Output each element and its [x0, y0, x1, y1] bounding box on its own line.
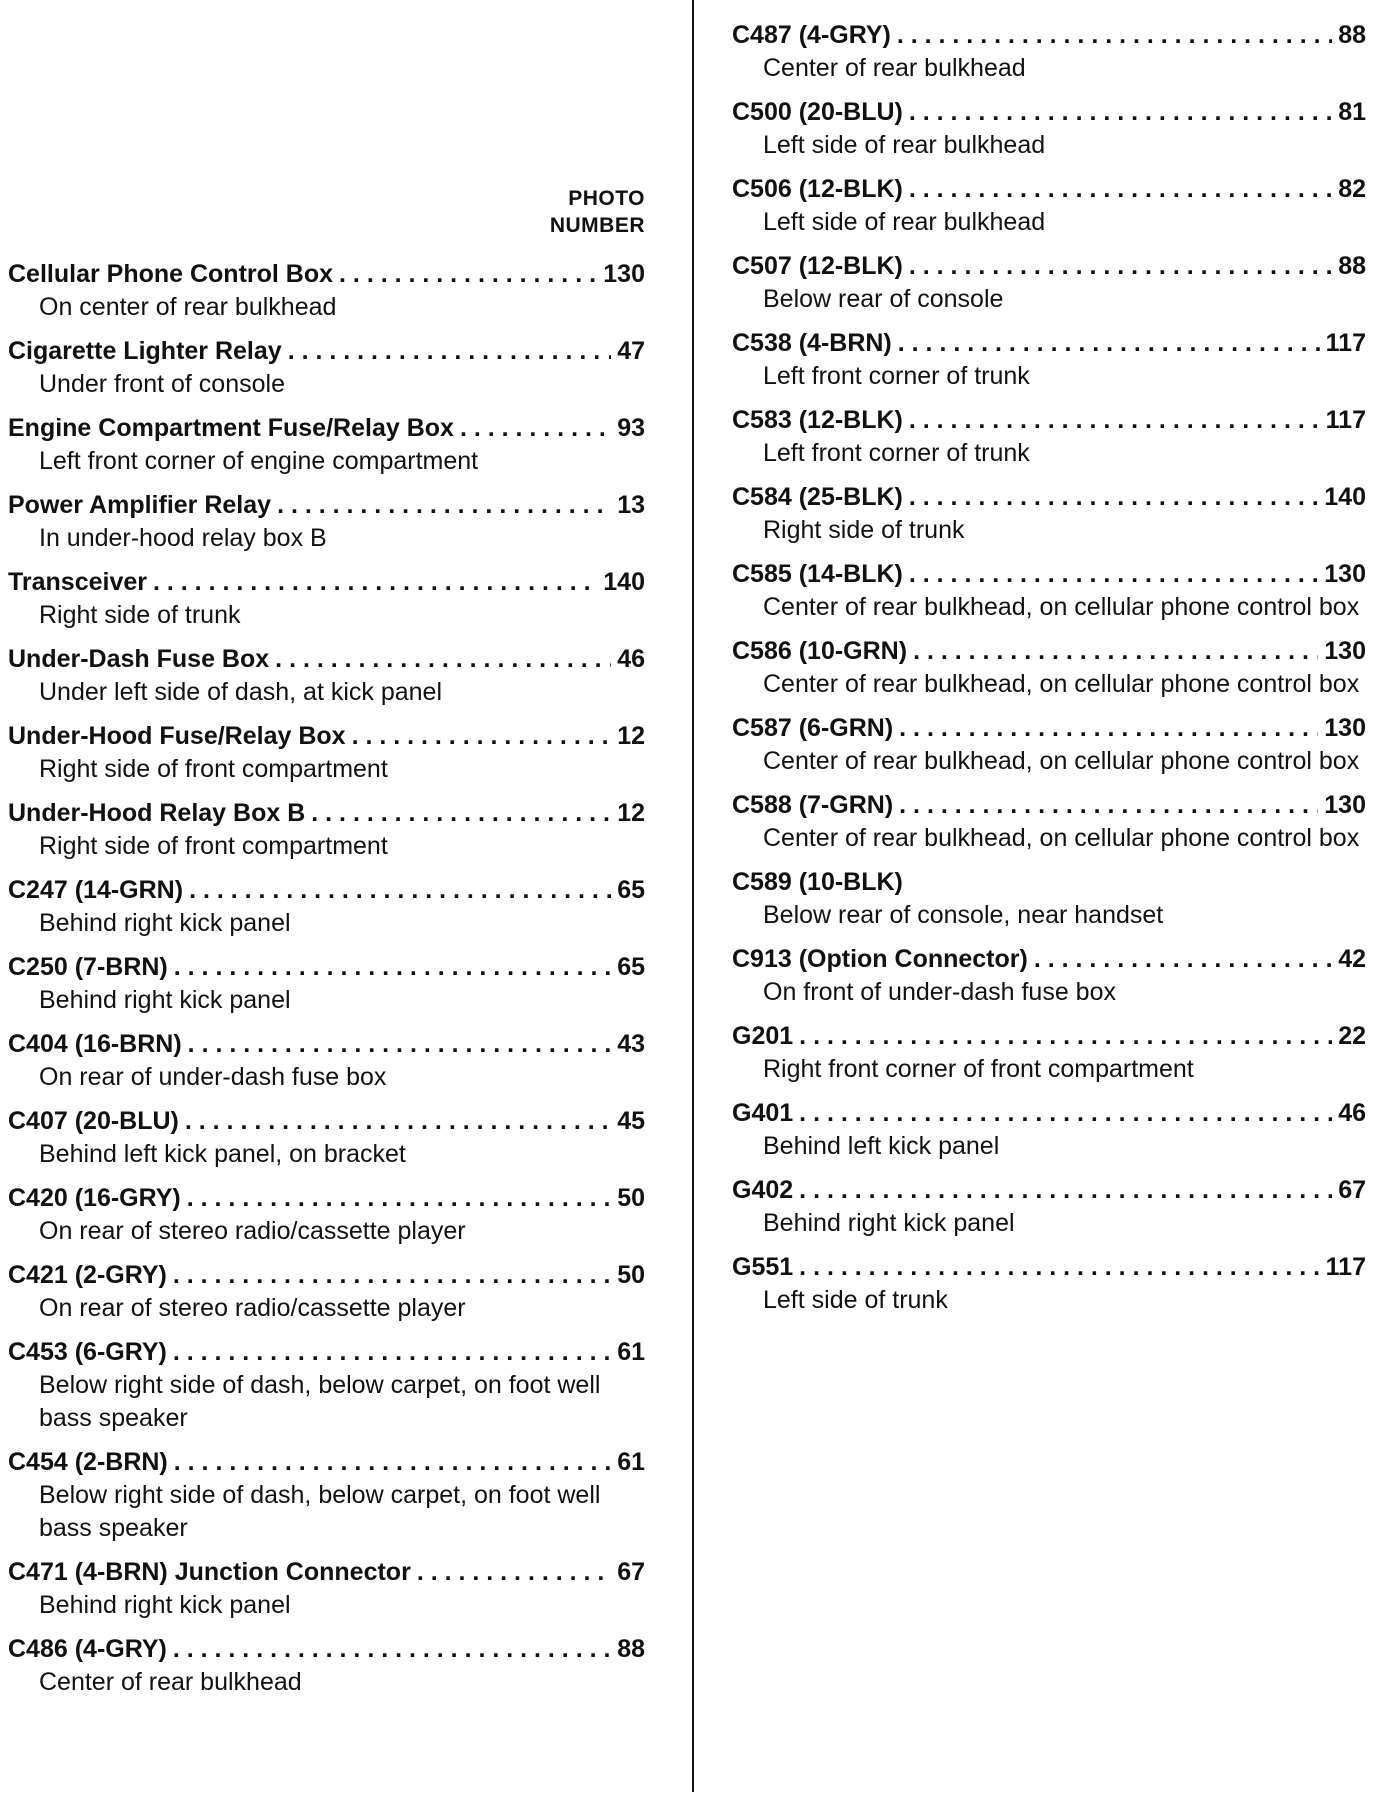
- dot-leader: [188, 1028, 612, 1061]
- dot-leader: [909, 558, 1318, 591]
- component-name: C453 (6-GRY): [8, 1338, 167, 1366]
- component-entry: [8, 1028, 645, 1094]
- entry-title-line: [732, 1174, 1366, 1207]
- dot-leader: [799, 1174, 1332, 1207]
- header-line-2: NUMBER: [549, 214, 645, 237]
- component-entry: [732, 404, 1366, 470]
- component-location: Below right side of dash, below carpet, on foot well bass speaker: [39, 1371, 601, 1432]
- component-name: C407 (20-BLU): [8, 1107, 179, 1135]
- component-location: Left side of rear bulkhead: [763, 208, 1046, 236]
- photo-number: 47: [617, 337, 645, 365]
- dot-leader: [1034, 943, 1332, 976]
- component-location: Center of rear bulkhead, on cellular phone control box: [763, 593, 1360, 621]
- entry-title-line: [8, 1336, 645, 1369]
- photo-number: 82: [1338, 175, 1366, 203]
- entry-title-line: [8, 951, 645, 984]
- dot-leader: [275, 643, 611, 676]
- component-name: Cigarette Lighter Relay: [8, 337, 282, 365]
- component-name: C586 (10-GRN): [732, 637, 908, 665]
- component-entry: [8, 874, 645, 940]
- entry-title-line: [8, 566, 645, 599]
- entry-title-line: [8, 1259, 645, 1292]
- component-name: C247 (14-GRN): [8, 876, 184, 904]
- component-name: Under-Hood Fuse/Relay Box: [8, 722, 346, 750]
- component-location: Under left side of dash, at kick panel: [39, 678, 443, 706]
- dot-leader: [187, 1182, 611, 1215]
- component-location: Behind left kick panel: [763, 1132, 1000, 1160]
- component-entry: [8, 1259, 645, 1325]
- component-entry: [732, 866, 1366, 932]
- entry-title-line: [8, 874, 645, 907]
- component-entry: [732, 789, 1366, 855]
- dot-leader: [899, 712, 1318, 745]
- photo-number: 43: [617, 1030, 645, 1058]
- component-name: C421 (2-GRY): [8, 1261, 167, 1289]
- photo-number: 67: [617, 1558, 645, 1586]
- photo-number: 46: [617, 645, 645, 673]
- component-location: Behind left kick panel, on bracket: [39, 1140, 406, 1168]
- dot-leader: [799, 1097, 1332, 1130]
- photo-number: 140: [603, 568, 645, 596]
- component-name: Under-Hood Relay Box B: [8, 799, 306, 827]
- component-entry: [8, 797, 645, 863]
- dot-leader: [909, 250, 1332, 283]
- component-location: Center of rear bulkhead: [39, 1668, 302, 1696]
- photo-number: 42: [1338, 945, 1366, 973]
- photo-number: 65: [617, 953, 645, 981]
- component-location: Right side of front compartment: [39, 755, 388, 783]
- component-name: G401: [732, 1099, 794, 1127]
- photo-number: 140: [1324, 483, 1366, 511]
- component-name: C486 (4-GRY): [8, 1635, 167, 1663]
- component-name: G402: [732, 1176, 794, 1204]
- photo-number: 130: [603, 260, 645, 288]
- entry-title-line: [8, 412, 645, 445]
- component-name: C538 (4-BRN): [732, 329, 892, 357]
- photo-number: 130: [1324, 560, 1366, 588]
- photo-number: 117: [1325, 406, 1366, 434]
- component-entry: [8, 1336, 645, 1435]
- component-entry: [732, 558, 1366, 624]
- component-name: C471 (4-BRN) Junction Connector: [8, 1558, 411, 1586]
- entry-title-line: [8, 1182, 645, 1215]
- component-location: Left front corner of trunk: [763, 362, 1030, 390]
- entry-title-line: [732, 19, 1366, 52]
- entry-title-line: [8, 1105, 645, 1138]
- dot-leader: [189, 874, 611, 907]
- header-line-1: PHOTO: [568, 187, 645, 210]
- photo-number: 61: [617, 1448, 645, 1476]
- component-entry: [732, 1020, 1366, 1086]
- component-entry: [8, 1105, 645, 1171]
- photo-number: 81: [1338, 98, 1366, 126]
- photo-number: 61: [617, 1338, 645, 1366]
- component-entry: [8, 720, 645, 786]
- entry-title-line: [8, 1633, 645, 1666]
- dot-leader: [173, 1259, 611, 1292]
- component-name: C420 (16-GRY): [8, 1184, 181, 1212]
- entry-title-line: [8, 720, 645, 753]
- photo-number: 130: [1324, 714, 1366, 742]
- photo-number: 13: [617, 491, 645, 519]
- left-entry-list: [8, 258, 645, 1710]
- dot-leader: [174, 1446, 611, 1479]
- component-location: Right side of trunk: [763, 516, 965, 544]
- component-location: On rear of stereo radio/cassette player: [39, 1217, 466, 1245]
- photo-number: 67: [1338, 1176, 1366, 1204]
- dot-leader: [174, 951, 611, 984]
- component-entry: [8, 258, 645, 324]
- entry-title-line: [8, 797, 645, 830]
- entry-title-line: [732, 1097, 1366, 1130]
- photo-number-header: [550, 185, 645, 239]
- component-name: C587 (6-GRN): [732, 714, 894, 742]
- entry-title-line: [732, 250, 1366, 283]
- component-entry: [8, 412, 645, 478]
- photo-number: 93: [617, 414, 645, 442]
- component-entry: [732, 19, 1366, 85]
- dot-leader: [909, 404, 1320, 437]
- component-entry: [732, 1251, 1366, 1317]
- entry-title-line: [732, 558, 1366, 591]
- component-name: C500 (20-BLU): [732, 98, 903, 126]
- entry-title-line: [8, 489, 645, 522]
- component-name: C507 (12-BLK): [732, 252, 903, 280]
- entry-title-line: [8, 1556, 645, 1589]
- component-name: Power Amplifier Relay: [8, 491, 272, 519]
- dot-leader: [897, 19, 1332, 52]
- component-location: Center of rear bulkhead, on cellular phone control box: [763, 824, 1360, 852]
- dot-leader: [799, 1251, 1319, 1284]
- component-entry: [8, 1556, 645, 1622]
- component-entry: [732, 327, 1366, 393]
- component-entry: [732, 96, 1366, 162]
- entry-title-line: [8, 1446, 645, 1479]
- dot-leader: [909, 96, 1332, 129]
- entry-title-line: [8, 643, 645, 676]
- dot-leader: [352, 720, 612, 753]
- entry-title-line: [732, 404, 1366, 437]
- photo-number: 46: [1338, 1099, 1366, 1127]
- entry-title-line: [8, 1028, 645, 1061]
- component-entry: [8, 1446, 645, 1545]
- component-location: Right side of front compartment: [39, 832, 388, 860]
- dot-leader: [153, 566, 597, 599]
- component-location: Behind right kick panel: [39, 986, 291, 1014]
- dot-leader: [909, 481, 1318, 514]
- component-location: On rear of under-dash fuse box: [39, 1063, 387, 1091]
- column-divider: [692, 0, 694, 1792]
- entry-title-line: [732, 789, 1366, 822]
- dot-leader: [173, 1633, 611, 1666]
- component-location: Behind right kick panel: [763, 1209, 1015, 1237]
- component-name: G551: [732, 1253, 794, 1281]
- component-location: Left front corner of trunk: [763, 439, 1030, 467]
- photo-number: 45: [617, 1107, 645, 1135]
- entry-title-line: [8, 335, 645, 368]
- component-location: Under front of console: [39, 370, 285, 398]
- photo-number: 22: [1338, 1022, 1366, 1050]
- component-location: Below right side of dash, below carpet, on foot well bass speaker: [39, 1481, 601, 1542]
- photo-number: 12: [617, 799, 645, 827]
- component-entry: [8, 643, 645, 709]
- component-location: Center of rear bulkhead, on cellular phone control box: [763, 747, 1360, 775]
- dot-leader: [277, 489, 611, 522]
- component-entry: [8, 951, 645, 1017]
- component-name: C506 (12-BLK): [732, 175, 903, 203]
- dot-leader: [913, 635, 1318, 668]
- dot-leader: [185, 1105, 611, 1138]
- component-location: On center of rear bulkhead: [39, 293, 337, 321]
- dot-leader: [460, 412, 611, 445]
- entry-title-line: [8, 258, 645, 291]
- component-name: C250 (7-BRN): [8, 953, 168, 981]
- component-location: Right front corner of front compartment: [763, 1055, 1194, 1083]
- photo-number: 65: [617, 876, 645, 904]
- entry-title-line: [732, 635, 1366, 668]
- photo-number: 88: [617, 1635, 645, 1663]
- entry-title-line: [732, 173, 1366, 206]
- component-location: On rear of stereo radio/cassette player: [39, 1294, 466, 1322]
- photo-number: 130: [1324, 791, 1366, 819]
- component-name: C487 (4-GRY): [732, 21, 891, 49]
- component-name: C585 (14-BLK): [732, 560, 903, 588]
- component-entry: [732, 635, 1366, 701]
- component-location: On front of under-dash fuse box: [763, 978, 1116, 1006]
- component-entry: [8, 566, 645, 632]
- component-name: C404 (16-BRN): [8, 1030, 182, 1058]
- entry-title-line: [732, 866, 1366, 899]
- component-location: Left side of trunk: [763, 1286, 948, 1314]
- dot-leader: [899, 789, 1318, 822]
- dot-leader: [417, 1556, 611, 1589]
- component-entry: [732, 250, 1366, 316]
- component-entry: [8, 1633, 645, 1699]
- dot-leader: [799, 1020, 1332, 1053]
- dot-leader: [898, 327, 1320, 360]
- component-entry: [732, 943, 1366, 1009]
- component-entry: [732, 481, 1366, 547]
- dot-leader: [311, 797, 611, 830]
- component-entry: [732, 173, 1366, 239]
- component-name: C584 (25-BLK): [732, 483, 903, 511]
- photo-number: 130: [1324, 637, 1366, 665]
- component-location: Center of rear bulkhead, on cellular phone control box: [763, 670, 1360, 698]
- component-location: Below rear of console: [763, 285, 1004, 313]
- component-entry: [8, 335, 645, 401]
- component-name: C589 (10-BLK): [732, 868, 903, 896]
- component-name: C454 (2-BRN): [8, 1448, 168, 1476]
- component-entry: [8, 489, 645, 555]
- component-name: G201: [732, 1022, 794, 1050]
- photo-number: 88: [1338, 252, 1366, 280]
- component-entry: [732, 1097, 1366, 1163]
- component-name: Engine Compartment Fuse/Relay Box: [8, 414, 454, 442]
- photo-number: 117: [1325, 329, 1366, 357]
- entry-title-line: [732, 481, 1366, 514]
- component-name: C588 (7-GRN): [732, 791, 894, 819]
- dot-leader: [288, 335, 612, 368]
- entry-title-line: [732, 327, 1366, 360]
- photo-number: 50: [617, 1261, 645, 1289]
- component-name: Cellular Phone Control Box: [8, 260, 334, 288]
- dot-leader: [339, 258, 597, 291]
- component-location: Behind right kick panel: [39, 909, 291, 937]
- photo-number: 88: [1338, 21, 1366, 49]
- component-name: Transceiver: [8, 568, 147, 596]
- photo-number: 12: [617, 722, 645, 750]
- entry-title-line: [732, 943, 1366, 976]
- component-name: Under-Dash Fuse Box: [8, 645, 270, 673]
- component-entry: [732, 712, 1366, 778]
- component-location: Center of rear bulkhead: [763, 54, 1026, 82]
- dot-leader: [909, 173, 1332, 206]
- component-location: Left front corner of engine compartment: [39, 447, 479, 475]
- component-entry: [732, 1174, 1366, 1240]
- component-location: In under-hood relay box B: [39, 524, 327, 552]
- component-name: C913 (Option Connector): [732, 945, 1028, 973]
- entry-title-line: [732, 1251, 1366, 1284]
- right-entry-list: [732, 19, 1366, 1328]
- entry-title-line: [732, 1020, 1366, 1053]
- component-location: Behind right kick panel: [39, 1591, 291, 1619]
- component-name: C583 (12-BLK): [732, 406, 903, 434]
- entry-title-line: [732, 712, 1366, 745]
- photo-number: 117: [1325, 1253, 1366, 1281]
- entry-title-line: [732, 96, 1366, 129]
- dot-leader: [173, 1336, 611, 1369]
- component-location: Left side of rear bulkhead: [763, 131, 1046, 159]
- component-location: Below rear of console, near handset: [763, 901, 1164, 929]
- component-location: Right side of trunk: [39, 601, 241, 629]
- photo-number: 50: [617, 1184, 645, 1212]
- component-entry: [8, 1182, 645, 1248]
